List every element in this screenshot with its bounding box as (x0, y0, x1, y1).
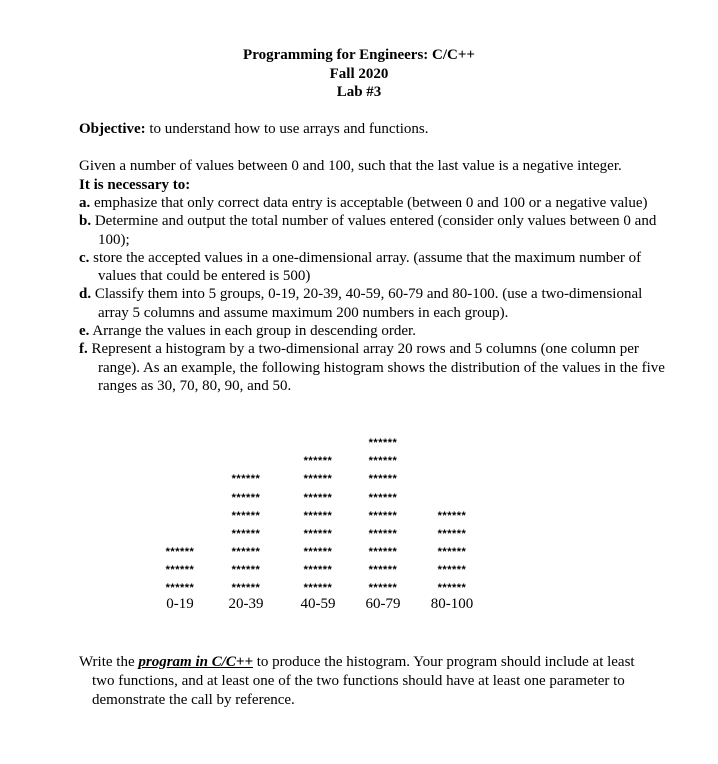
program-highlight: program in C/C++ (138, 654, 253, 670)
course-title: Programming for Engineers: C/C++ (243, 47, 475, 63)
histogram-bar-cell: ****** (368, 491, 398, 504)
list-item (79, 285, 669, 322)
histogram-bar-cell: ****** (368, 473, 398, 486)
closing-before: Write the (79, 654, 139, 670)
histogram-bar-cell: ****** (368, 582, 398, 594)
histogram-bar-cell: ****** (368, 509, 398, 522)
closing-paragraph (79, 653, 679, 710)
histogram-bar-cell: ****** (165, 582, 195, 594)
histogram-range-label: 20-39 (228, 596, 264, 612)
histogram-bar-cell: ****** (368, 527, 398, 540)
histogram-range-label: 0-19 (166, 596, 194, 612)
item-text: Classify them into 5 groups, 0-19, 20-39, 40-59, 60-79 and 80-100. (use a two-dimensional array 5 columns and assume maximum 200 numbers in each group). (91, 286, 643, 321)
histogram-bar-cell: ****** (368, 455, 398, 468)
list-item (79, 212, 669, 249)
histogram-bar-cell: ****** (437, 545, 467, 558)
item-text: emphasize that only correct data entry is acceptable (between 0 and 100 or a negative value) (90, 195, 648, 211)
item-label: d. (79, 286, 92, 303)
histogram-bar-cell: ****** (231, 473, 261, 486)
list-item (79, 194, 669, 212)
intro (79, 157, 689, 194)
histogram-bar-cell: ****** (437, 527, 467, 540)
histogram-bar-cell: ****** (303, 473, 333, 486)
objective-label: Objective: (79, 121, 146, 137)
objective (79, 120, 699, 138)
histogram-bar-cell: ****** (231, 563, 261, 576)
closing-rest: two functions, and at least one of the two functions should have at least one parameter to demonstrate the call by reference. (92, 673, 625, 708)
closing-after: to produce the histogram. Your program should include at least (253, 654, 635, 670)
item-text: store the accepted values in a one-dimensional array. (assume that the maximum number of values that could be entered is 500) (89, 249, 642, 285)
list-item (79, 249, 669, 286)
item-label: c. (79, 249, 90, 266)
histogram-bar-cell: ****** (303, 527, 333, 540)
histogram-bar-cell: ****** (231, 527, 261, 540)
histogram-range-label: 80-100 (430, 596, 474, 612)
requirement-list (79, 194, 669, 395)
histogram-bar-cell: ****** (303, 582, 333, 594)
histogram-bar-cell: ****** (303, 545, 333, 558)
histogram-figure (0, 430, 718, 620)
histogram-bar-cell: ****** (231, 582, 261, 594)
histogram-bar-cell: ****** (437, 563, 467, 576)
histogram-range-label: 60-79 (365, 596, 401, 612)
histogram-bar-cell: ****** (368, 437, 398, 450)
item-label: a. (79, 195, 91, 211)
histogram-bar-cell: ****** (231, 545, 261, 558)
closing-first-line (79, 653, 679, 672)
histogram-bar-cell: ****** (231, 509, 261, 522)
list-item (79, 340, 669, 395)
histogram-bar-cell: ****** (165, 545, 195, 558)
histogram-bar-cell: ****** (303, 509, 333, 522)
histogram-bar-cell: ****** (303, 491, 333, 504)
item-text: Arrange the values in each group in descending order. (89, 323, 416, 340)
histogram-bar-cell: ****** (437, 582, 467, 594)
item-text: Determine and output the total number of values entered (consider only values between 0 and 100); (91, 213, 657, 248)
histogram-bar-cell: ****** (437, 509, 467, 522)
histogram-bar-cell: ****** (231, 491, 261, 504)
histogram-bar-cell: ****** (165, 563, 195, 576)
objective-text: to understand how to use arrays and functions. (145, 121, 429, 137)
item-label: f. (79, 341, 88, 358)
item-label: b. (79, 213, 92, 230)
item-label: e. (79, 323, 90, 340)
histogram-range-label: 40-59 (300, 596, 336, 612)
semester: Fall 2020 (329, 65, 389, 82)
intro-text: Given a number of values between 0 and 100, such that the last value is a negative integer. (79, 158, 622, 174)
histogram-bar-cell: ****** (368, 545, 398, 558)
histogram-bar-cell: ****** (303, 455, 333, 468)
item-text: Represent a histogram by a two-dimensional array 20 rows and 5 columns (one column per range). As an example, the following histogram shows the distribution of the values in the five ranges as 30, 70, 80, 90, and 50. (87, 341, 665, 394)
title-block (0, 46, 718, 102)
requirement-heading: It is necessary to: (79, 176, 191, 193)
histogram-bar-cell: ****** (368, 563, 398, 576)
list-item (79, 322, 669, 340)
histogram-bar-cell: ****** (303, 563, 333, 576)
lab-number: Lab #3 (336, 84, 382, 100)
